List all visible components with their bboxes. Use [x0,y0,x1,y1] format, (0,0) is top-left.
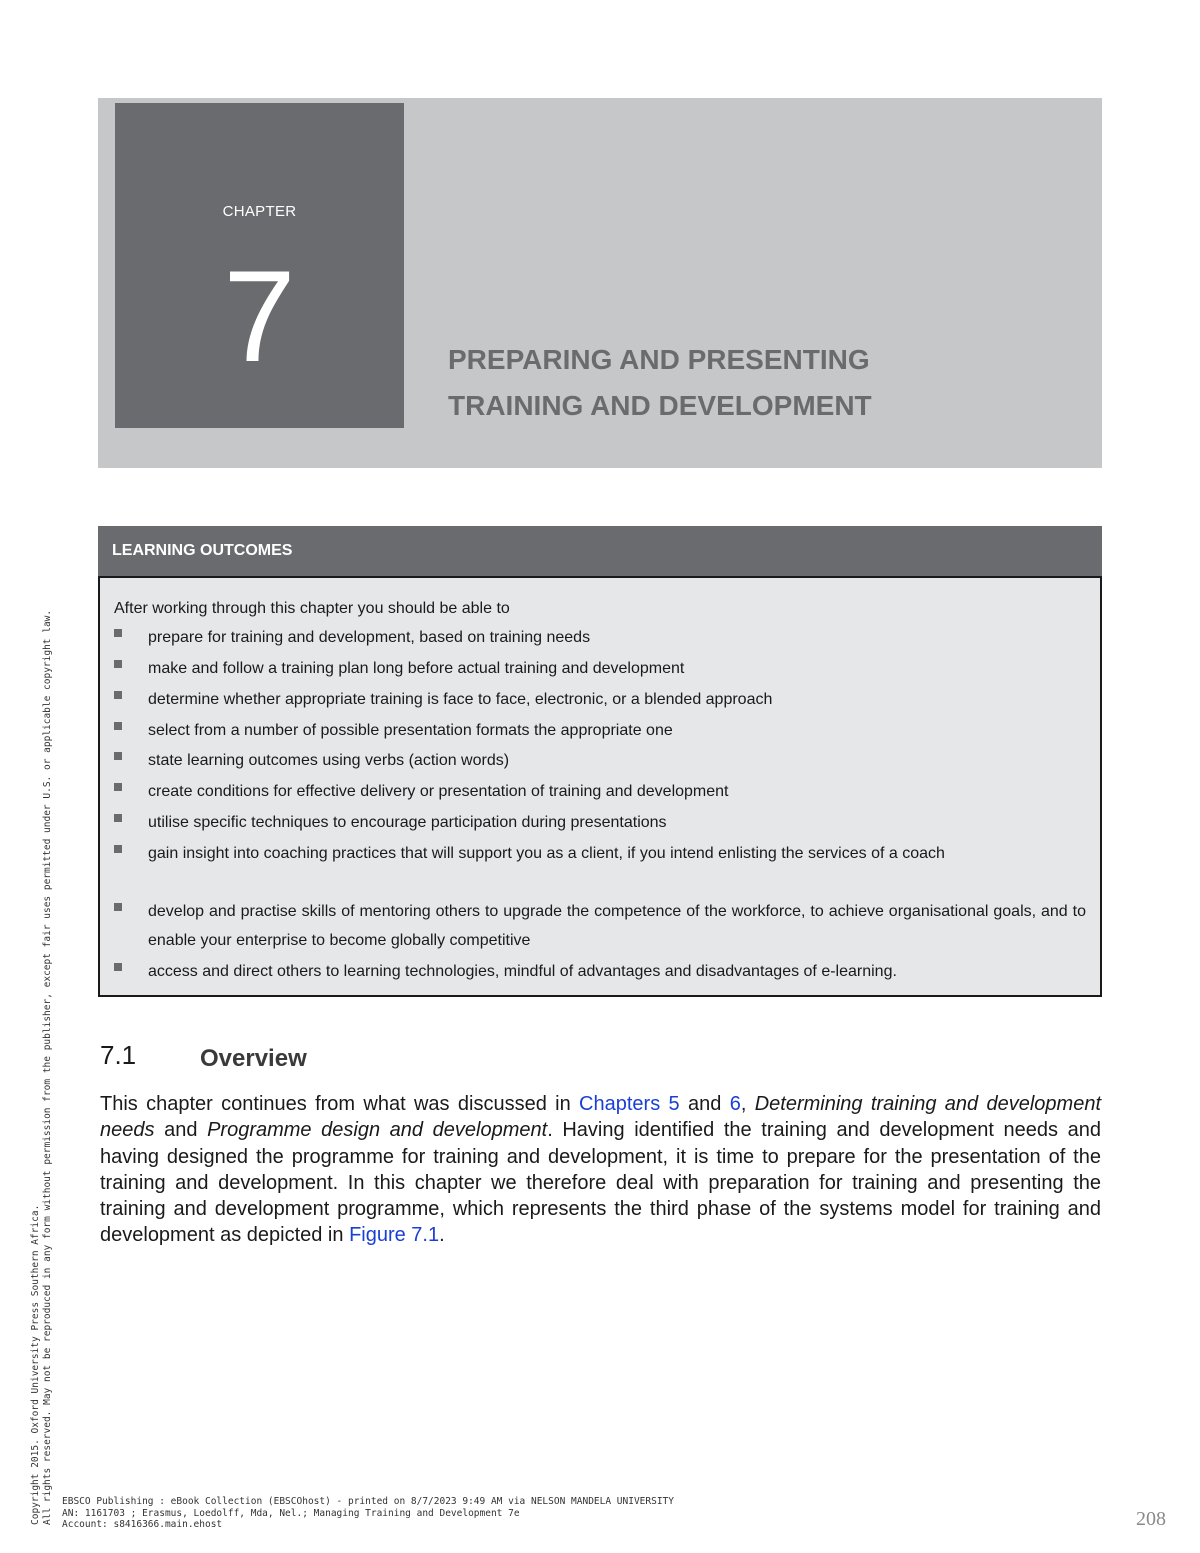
paragraph-text: and [679,1093,730,1115]
square-bullet-icon [114,752,122,760]
copyright-line: Copyright 2015. Oxford University Press Southern Africa. [30,1204,41,1525]
list-item-text: state learning outcomes using verbs (action words) [148,752,510,769]
footer-line: Account: s8416366.main.ehost [62,1519,223,1530]
square-bullet-icon [114,783,122,791]
square-bullet-icon [114,660,122,668]
paragraph-text: . Having identified the training and development needs and having designed the programme for training and development, it is time to prepare for the presentation of the training and development. In this chapter we therefore deal with preparation for training and presenting the training and development programme, which represents the third phase of the systems model for training and development as depicted in [100,1119,1102,1247]
square-bullet-icon [114,629,122,637]
chapter-title-line: PREPARING AND PRESENTING [448,344,870,375]
paragraph-text: and [154,1119,208,1142]
copyright-side-note [30,395,54,1525]
list-item-text: prepare for training and development, based on training needs [148,629,591,646]
list-item-text: gain insight into coaching practices that will support you as a client, if you intend enlisting the services of a coach [148,845,945,862]
list-item-text: develop and practise skills of mentoring others to upgrade the competence of the workforce, to achieve organisational goals, and to enable your enterprise to become globally competitive [148,903,1086,949]
learning-outcomes-header [98,526,1102,576]
list-item-text: select from a number of possible presentation formats the appropriate one [148,722,673,739]
square-bullet-icon [114,903,122,911]
list-item-text: create conditions for effective delivery or presentation of training and development [148,783,729,800]
copyright-line: All rights reserved. May not be reproduced in any form without permission from the publisher, except fair uses permitted under U.S. or applicable copyright law. [42,609,53,1525]
list-item-text: make and follow a training plan long before actual training and development [148,660,685,677]
chapter-number-box [115,103,404,428]
list-item-text: determine whether appropriate training is face to face, electronic, or a blended approach [148,691,773,708]
page-number: 208 [1136,1508,1166,1530]
paragraph-text: This chapter continues from what was discussed in [100,1093,580,1115]
chapter-6-title: Programme design and development [207,1119,548,1142]
square-bullet-icon [114,845,122,853]
learning-outcomes-heading: LEARNING OUTCOMES [112,542,293,559]
chapters-5-link[interactable]: Chapters 5 [579,1093,680,1115]
square-bullet-icon [114,814,122,822]
chapter-title-line: TRAINING AND DEVELOPMENT [448,390,872,421]
chapter-6-link[interactable]: 6 [729,1093,741,1115]
ebsco-footer [62,1496,674,1531]
chapter-number: 7 [223,243,296,389]
footer-line: EBSCO Publishing : eBook Collection (EBSCOhost) - printed on 8/7/2023 9:49 AM via NELSON MANDELA UNIVERSITY [62,1496,674,1507]
square-bullet-icon [114,722,122,730]
list-item-text: access and direct others to learning technologies, mindful of advantages and disadvantages of e-learning. [148,963,897,980]
chapter-label: CHAPTER [222,203,297,220]
footer-line: AN: 1161703 ; Erasmus, Loedolff, Mda, Nel.; Managing Training and Development 7e [62,1507,520,1519]
square-bullet-icon [114,691,122,699]
learning-outcomes-intro: After working through this chapter you should be able to [114,600,510,617]
overview-paragraph [100,1091,1101,1249]
chapter-5-title: Determining training and development needs [100,1093,1101,1142]
figure-7-1-link[interactable]: Figure 7.1 [349,1224,440,1247]
square-bullet-icon [114,963,122,971]
paragraph-text: . [439,1224,445,1247]
learning-outcomes-box [98,576,1102,997]
list-item-text: utilise specific techniques to encourage participation during presentations [148,814,667,831]
section-title: Overview [200,1045,307,1072]
paragraph-text: , [740,1093,755,1115]
chapter-title [448,337,1088,429]
section-number: 7.1 [100,1040,137,1070]
